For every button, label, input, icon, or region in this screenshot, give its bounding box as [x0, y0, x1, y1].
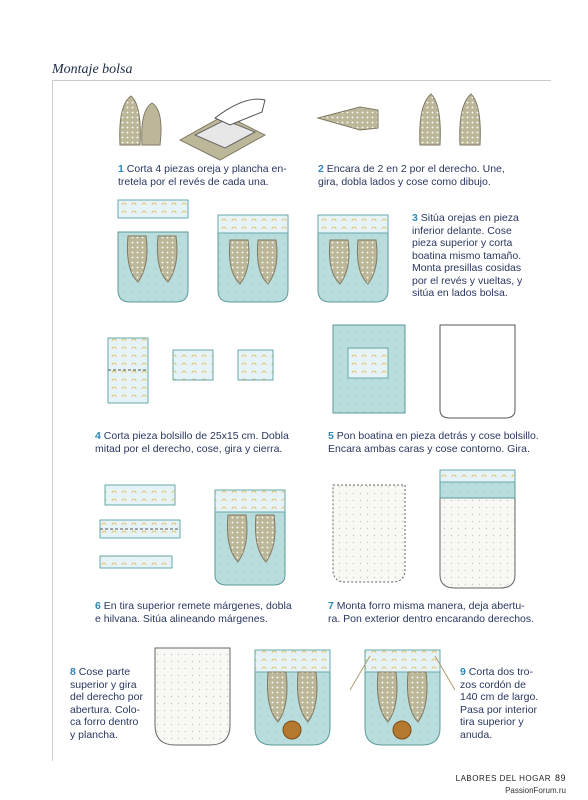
watermark: PassionForum.ru — [505, 786, 566, 795]
step4-illustration — [108, 338, 273, 403]
step9-illustration — [350, 650, 455, 745]
page-footer — [456, 773, 566, 783]
step-2-text: 2 Encara de 2 en 2 por el derecho. Une, gira, dobla lados y cose como dibujo. — [318, 163, 505, 188]
step-8-text: 8 Cose parte superior y gira del derecho por abertura. Colo- ca forro dentro y plancha. — [70, 666, 143, 741]
step-6-text: 6 En tira superior remete márgenes, dobla e hilvana. Sitúa alineando márgenes. — [95, 600, 292, 625]
section-title: Montaje bolsa — [52, 62, 133, 77]
step3-illustration — [118, 200, 388, 302]
step5-illustration — [333, 325, 515, 418]
step8-illustration — [155, 648, 330, 745]
magazine-name: LABORES DEL HOGAR — [455, 774, 551, 783]
step-5-text: 5 Pon boatina en pieza detrás y cose bolsillo. Encara ambas caras y cose contorno. Gira. — [328, 430, 539, 455]
step7-illustration — [333, 470, 515, 588]
step1-illustration — [120, 96, 265, 160]
page-number: 89 — [554, 773, 566, 783]
step-9-text: 9 Corta dos tro- zos cordón de 140 cm de largo. Pasa por interior tira superior y anuda. — [460, 666, 539, 741]
step-1-text: 1 Corta 4 piezas oreja y plancha en- tretela por el revés de cada una. — [118, 163, 287, 188]
step-3-text: 3 Sitúa orejas en pieza inferior delante. Cose pieza superior y corta boatina mismo tamaño. Monta presillas cosidas por el revés y vueltas, y sitúa en lados bolsa. — [412, 212, 523, 299]
step6-illustration — [100, 485, 285, 585]
step-4-text: 4 Corta pieza bolsillo de 25x15 cm. Dobla mitad por el derecho, cose, gira y cierra. — [95, 430, 289, 455]
step-7-text: 7 Monta forro misma manera, deja abertu- ra. Pon exterior dentro encarando derechos. — [328, 600, 535, 625]
step2-illustration — [318, 94, 480, 145]
